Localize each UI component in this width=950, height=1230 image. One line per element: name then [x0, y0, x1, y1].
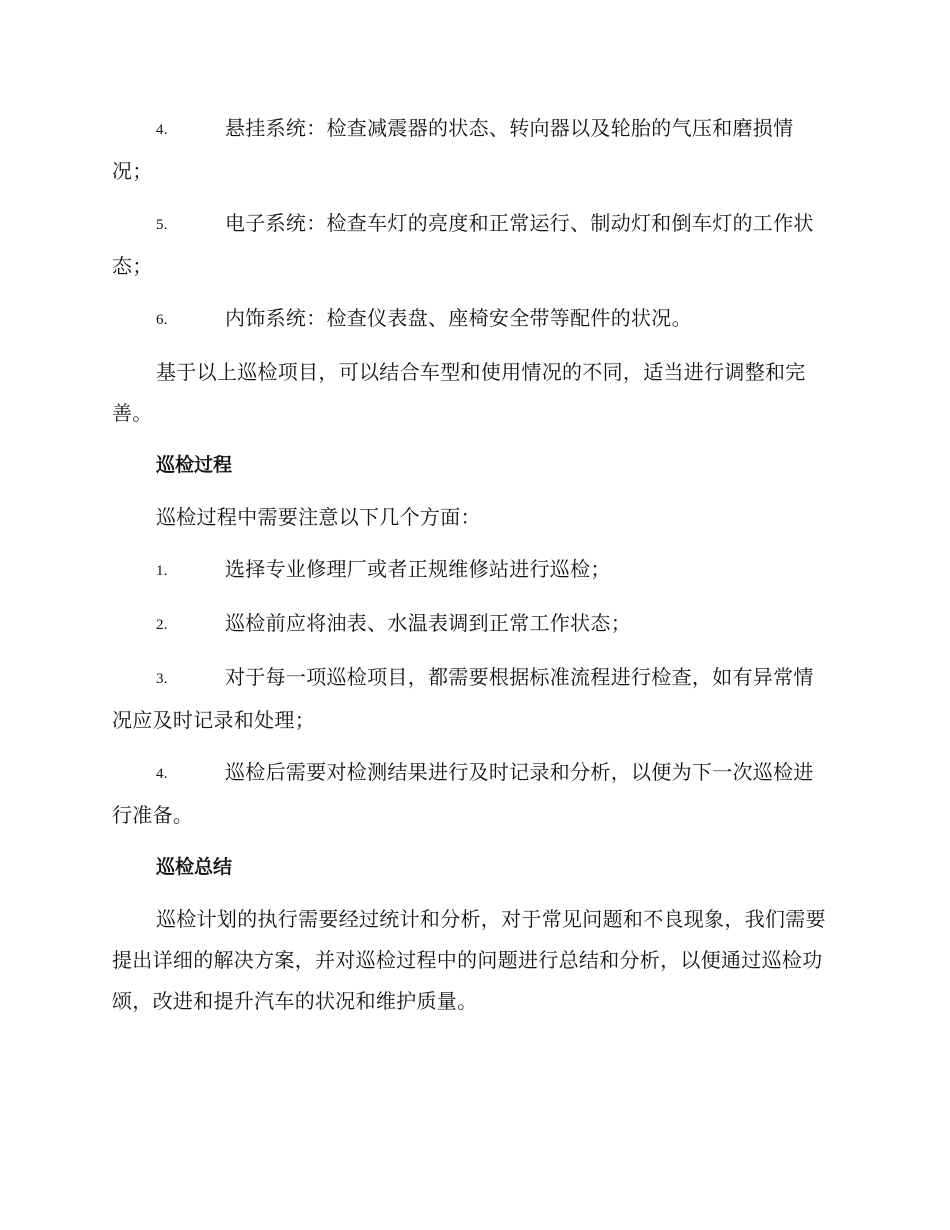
document-page: [112, 108, 832, 1033]
list-number: 1.: [156, 563, 168, 579]
list-item: [112, 603, 832, 646]
list-text: 悬挂系统：检查减震器的状态、转向器以及轮胎的气压和磨损情况；: [112, 116, 794, 183]
list-number: 6.: [156, 312, 168, 328]
list-number: 5.: [156, 217, 168, 233]
paragraph-summary: 巡检计划的执行需要经过统计和分析，对于常见问题和不良现象，我们需要提出详细的解决方案，并对巡检过程中的问题进行总结和分析，以便通过巡检功颂，改进和提升汽车的状况和维护质量。: [112, 907, 826, 1013]
list-number: 2.: [156, 617, 168, 633]
list-item: [112, 108, 832, 192]
list-item: [112, 549, 832, 592]
list-text: 选择专业修理厂或者正规维修站进行巡检；: [225, 557, 611, 581]
list-number: 3.: [156, 671, 168, 687]
list-text: 电子系统：检查车灯的亮度和正常运行、制动灯和倒车灯的工作状态；: [112, 211, 814, 278]
list-item: [112, 298, 832, 341]
section-heading-process: 巡检过程: [156, 454, 233, 476]
list-item: [112, 657, 832, 741]
list-text: 巡检前应将油表、水温表调到正常工作状态；: [225, 611, 631, 635]
list-item: [112, 752, 832, 836]
list-number: 4.: [156, 122, 168, 138]
paragraph-adjust: 基于以上巡检项目，可以结合车型和使用情况的不同，适当进行调整和完善。: [112, 360, 806, 425]
list-item: [112, 203, 832, 287]
list-number: 4.: [156, 766, 168, 782]
section-heading-summary: 巡检总结: [156, 856, 233, 878]
list-text: 巡检后需要对检测结果进行及时记录和分析，以便为下一次巡检进行准备。: [112, 760, 814, 827]
list-text: 内饰系统：检查仪表盘、座椅安全带等配件的状况。: [225, 306, 692, 330]
list-text: 对于每一项巡检项目，都需要根据标准流程进行检查，如有异常情况应及时记录和处理；: [112, 665, 814, 732]
paragraph-process-intro: 巡检过程中需要注意以下几个方面：: [156, 505, 481, 529]
